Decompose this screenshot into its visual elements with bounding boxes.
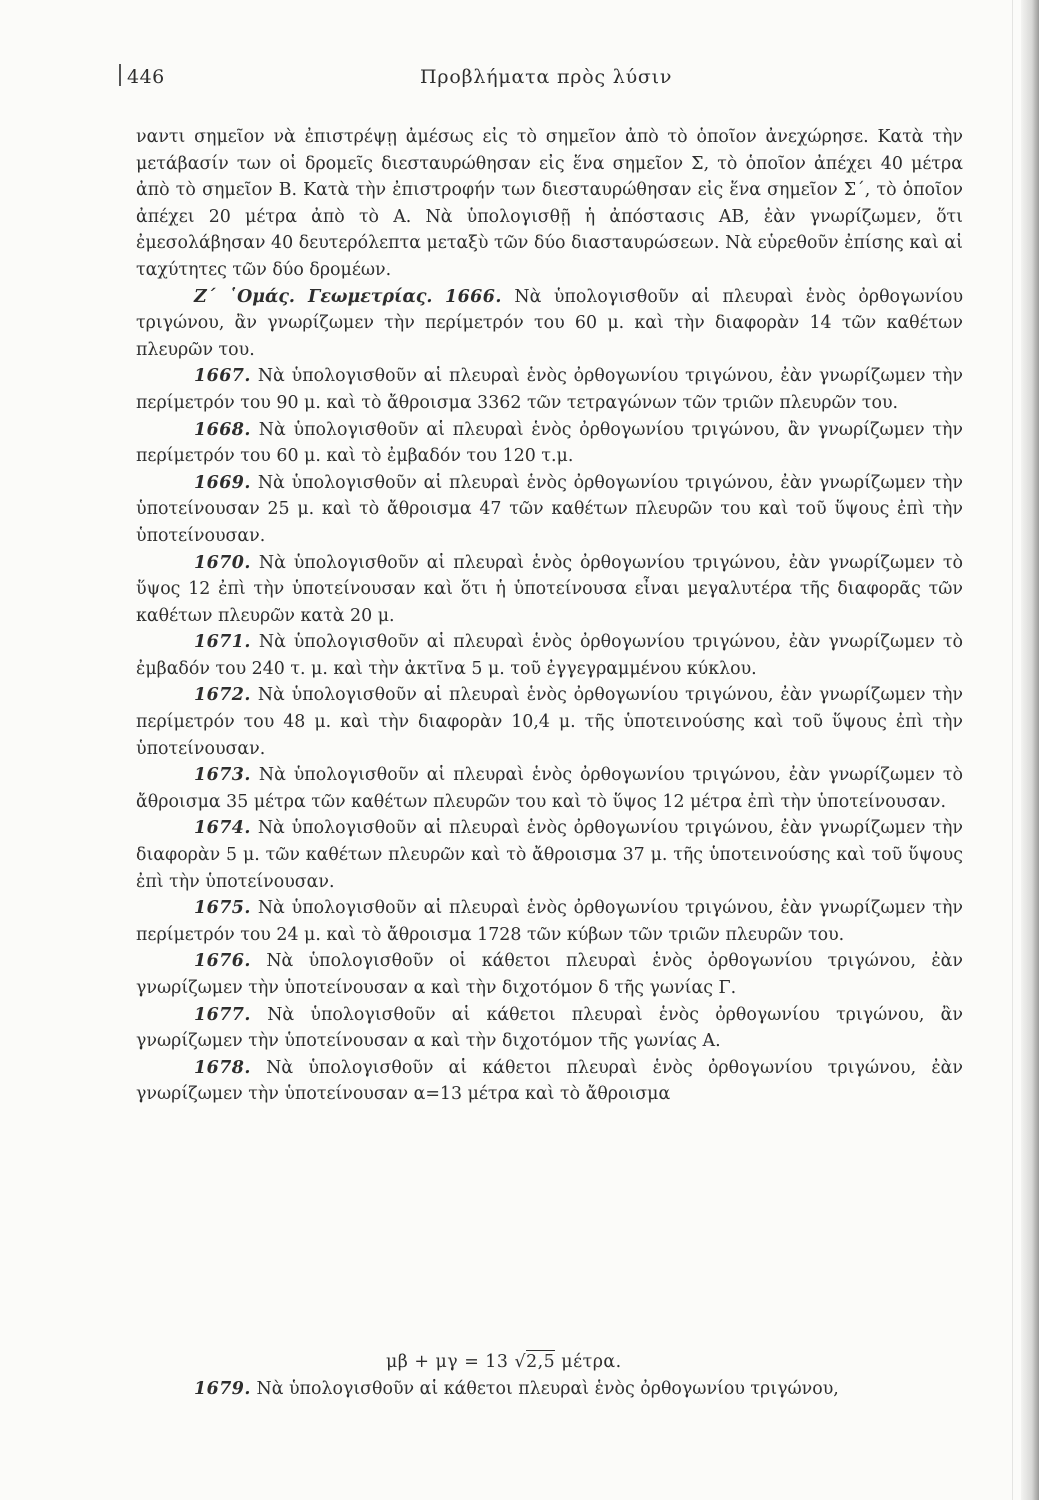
problem-1671 bbox=[136, 629, 963, 682]
problem-text: Νὰ ὑπολογισθοῦν αἱ πλευραὶ ἑνὸς ὀρθογωνίου τριγώνου, ἂν γνωρίζωμεν τὴν περίμετρόν του 60 μ. καὶ τὸ ἐμβαδόν του 120 τ.μ. bbox=[136, 419, 963, 467]
header-margin-rule bbox=[119, 64, 121, 86]
problem-1677 bbox=[136, 1002, 963, 1055]
page-edge-line bbox=[1012, 0, 1013, 1500]
problem-text: Νὰ ὑπολογισθοῦν οἱ κάθετοι πλευραὶ ἑνὸς ὀρθογωνίου τριγώνου, ἐὰν γνωρίζωμεν τὴν ὑποτείνουσαν α καὶ τὴν διχοτόμον δ τῆς γωνίας Γ. bbox=[136, 951, 963, 998]
problem-number: 1666. bbox=[444, 286, 502, 307]
problem-1676 bbox=[136, 948, 963, 1001]
problem-1668 bbox=[136, 417, 963, 470]
page-edge-shadow bbox=[1021, 0, 1039, 1500]
problem-text: Νὰ ὑπολογισθοῦν αἱ πλευραὶ ἑνὸς ὀρθογωνίου τριγώνου, ἐὰν γνωρίζωμεν τὴν διαφορὰν 5 μ. τῶν καθέτων πλευρῶν καὶ τὸ ἄθροισμα 37 μ. τῆς ὑποτεινούσης καὶ τοῦ ὕψους ἐπὶ τὴν ὑποτείνουσαν. bbox=[136, 818, 963, 892]
problem-text: Νὰ ὑπολογισθοῦν αἱ κάθετοι πλευραὶ ἑνὸς ὀρθογωνίου τριγώνου, ἐὰν γνωρίζωμεν τὴν ὑποτείνουσαν α=13 μέτρα καὶ τὸ ἄθροισμα bbox=[136, 1057, 964, 1105]
paragraph-continuation: ναντι σημεῖον νὰ ἐπιστρέψῃ ἀμέσως εἰς τὸ σημεῖον ἀπὸ τὸ ὁποῖον ἀνεχώρησε. Κατὰ τὴν μετάβασίν των οἱ δρομεῖς διεσταυρώθησαν εἰς ἕνα σημεῖον Σ, τὸ ὁποῖον ἀπέχει 40 μέτρα ἀπὸ τὸ σημεῖον Β. Κατὰ τὴν ἐπιστροφήν των διεσταυρώθησαν εἰς ἕνα σημεῖον Σ΄, τὸ ὁποῖον ἀπέχει 20 μέτρα ἀπὸ τὸ Α. Νὰ ὑπολογισθῇ ἡ ἀπόστασις ΑΒ, ἐὰν γνωρίζωμεν, ὅτι ἐμεσολάβησαν 40 δευτερόλεπτα μεταξὺ τῶν δύο διασταυρώσεων. Νὰ εὑρεθοῦν ἐπίσης καὶ αἱ ταχύτητες τῶν δύο δρομέων. bbox=[136, 127, 963, 280]
text-body-bottom bbox=[136, 1376, 963, 1403]
formula-1678 bbox=[386, 1352, 622, 1372]
problem-1667 bbox=[136, 363, 963, 416]
problem-number: 1678. bbox=[194, 1057, 251, 1078]
problem-number: 1674. bbox=[194, 818, 251, 839]
problem-number: 1670. bbox=[194, 552, 251, 573]
problem-text: Νὰ ὑπολογισθοῦν αἱ κάθετοι πλευραὶ ἑνὸς ὀρθογωνίου τριγώνου, bbox=[256, 1379, 839, 1399]
problem-1679 bbox=[136, 1376, 963, 1403]
problem-text: Νὰ ὑπολογισθοῦν αἱ πλευραὶ ἑνὸς ὀρθογωνίου τριγώνου, ἐὰν γνωρίζωμεν τὸ ὕψος 12 ἐπὶ τὴν ὑποτείνουσαν καὶ ὅτι ἡ ὑποτείνουσα εἶναι μεγαλυτέρα τῆς διαφορᾶς τῶν καθέτων πλευρῶν κατὰ 20 μ. bbox=[136, 552, 963, 626]
problem-1666 bbox=[136, 284, 963, 364]
problem-text: Νὰ ὑπολογισθοῦν αἱ πλευραὶ ἑνὸς ὀρθογωνίου τριγώνου, ἐὰν γνωρίζωμεν τὸ ἐμβαδόν του 240 τ. μ. καὶ τὴν ἀκτῖνα 5 μ. τοῦ ἐγγεγραμμένου κύκλου. bbox=[136, 632, 963, 679]
problem-text: Νὰ ὑπολογισθοῦν αἱ πλευραὶ ἑνὸς ὀρθογωνίου τριγώνου, ἐὰν γνωρίζωμεν τὴν περίμετρόν του 24 μ. καὶ τὸ ἄθροισμα 1728 τῶν κύβων τῶν τριῶν πλευρῶν του. bbox=[136, 898, 963, 945]
problem-1678 bbox=[136, 1055, 963, 1108]
problem-number: 1671. bbox=[194, 632, 251, 653]
running-title: Προβλήματα πρὸς λύσιν bbox=[420, 66, 673, 88]
problem-text: Νὰ ὑπολογισθοῦν αἱ πλευραὶ ἑνὸς ὀρθογωνίου τριγώνου, ἐὰν γνωρίζωμεν τὴν ὑποτείνουσαν 25 μ. καὶ τὸ ἄθροισμα 47 τῶν καθέτων πλευρῶν του καὶ τοῦ ὕψους ἐπὶ τὴν ὑποτείνουσαν. bbox=[136, 472, 963, 546]
page-number: 446 bbox=[127, 66, 165, 88]
problem-1669 bbox=[136, 470, 963, 550]
problem-number: 1679. bbox=[194, 1379, 251, 1399]
problem-1670 bbox=[136, 550, 963, 630]
problem-text: Νὰ ὑπολογισθοῦν αἱ κάθετοι πλευραὶ ἑνὸς ὀρθογωνίου τριγώνου, ἂν γνωρίζωμεν τὴν ὑποτείνουσαν α καὶ τὴν διχοτόμον τῆς γωνίας Α. bbox=[136, 1004, 963, 1052]
group-heading: Ζ΄ ῾Ομάς. Γεωμετρίας. bbox=[194, 286, 433, 307]
problem-number: 1668. bbox=[194, 419, 251, 440]
problem-text: Νὰ ὑπολογισθοῦν αἱ πλευραὶ ἑνὸς ὀρθογωνίου τριγώνου, ἂν γνωρίζωμεν τὴν περίμετρόν του 60 μ. καὶ τὴν διαφορὰν 14 τῶν καθέτων πλευρῶν του. bbox=[136, 286, 964, 360]
text-body bbox=[136, 124, 963, 1108]
problem-text: Νὰ ὑπολογισθοῦν αἱ πλευραὶ ἑνὸς ὀρθογωνίου τριγώνου, ἐὰν γνωρίζωμεν τὸ ἄθροισμα 35 μέτρα τῶν καθέτων πλευρῶν του καὶ τὸ ὕψος 12 μέτρα ἐπὶ τὴν ὑποτείνουσαν. bbox=[136, 765, 963, 812]
formula-lhs: μβ + μγ = 13 bbox=[386, 1352, 515, 1372]
problem-1672 bbox=[136, 682, 963, 762]
problem-1675 bbox=[136, 895, 963, 948]
problem-number: 1667. bbox=[194, 366, 251, 387]
formula-unit: μέτρα. bbox=[555, 1352, 622, 1372]
radical-sign: √ bbox=[514, 1352, 527, 1372]
problem-number: 1673. bbox=[194, 765, 251, 786]
problem-text: Νὰ ὑπολογισθοῦν αἱ πλευραὶ ἑνὸς ὀρθογωνίου τριγώνου, ἐὰν γνωρίζωμεν τὴν περίμετρόν του 48 μ. καὶ τὴν διαφορὰν 10,4 μ. τῆς ὑποτεινούσης καὶ τοῦ ὕψους ἐπὶ τὴν ὑποτείνουσαν. bbox=[136, 685, 963, 759]
problem-number: 1672. bbox=[194, 685, 251, 706]
problem-number: 1677. bbox=[194, 1004, 251, 1025]
problem-number: 1669. bbox=[194, 472, 251, 493]
problem-1674 bbox=[136, 815, 963, 895]
problem-1673 bbox=[136, 762, 963, 815]
radicand: 2,5 bbox=[526, 1352, 556, 1372]
problem-text: Νὰ ὑπολογισθοῦν αἱ πλευραὶ ἑνὸς ὀρθογωνίου τριγώνου, ἐὰν γνωρίζωμεν τὴν περίμετρόν του 90 μ. καὶ τὸ ἄθροισμα 3362 τῶν τετραγώνων τῶν τριῶν πλευρῶν του. bbox=[136, 366, 963, 413]
problem-number: 1675. bbox=[194, 898, 251, 919]
problem-number: 1676. bbox=[194, 951, 251, 972]
